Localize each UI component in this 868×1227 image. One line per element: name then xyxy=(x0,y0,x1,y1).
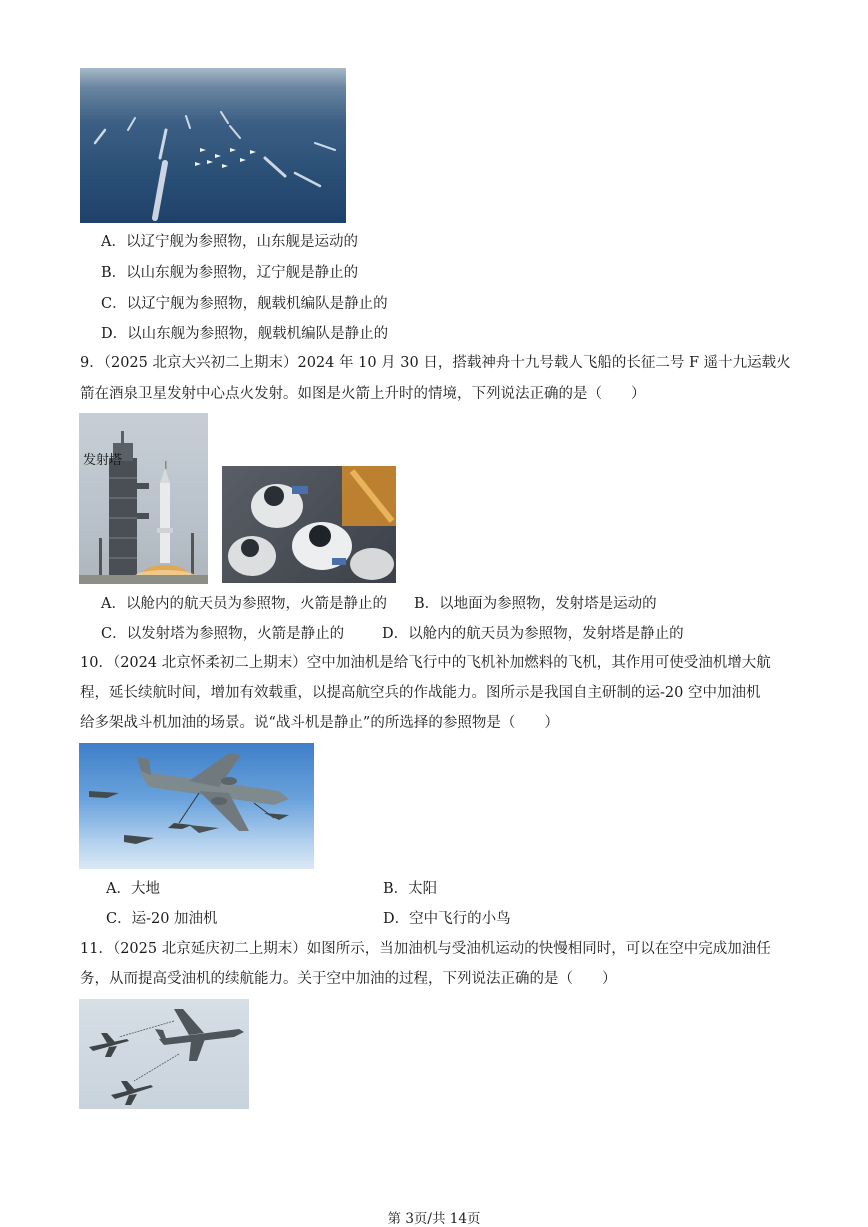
tower-label: 发射塔 xyxy=(83,453,123,468)
q10-option-d: D．空中飞行的小鸟 xyxy=(383,911,511,927)
q9-option-c: C．以发射塔为参照物，火箭是静止的 xyxy=(101,626,345,642)
y20-refueling-photo xyxy=(79,743,314,869)
tanker-refueling-illustration xyxy=(79,999,249,1109)
q9-option-b: B．以地面为参照物，发射塔是运动的 xyxy=(414,596,657,612)
launch-tower-photo xyxy=(79,413,208,584)
q9-option-d: D．以舱内的航天员为参照物，发射塔是静止的 xyxy=(382,626,684,642)
fleet-illustration xyxy=(80,68,346,223)
q8-option-c: C．以辽宁舰为参照物，舰载机编队是静止的 xyxy=(101,296,388,312)
q9-option-a: A．以舱内的航天员为参照物，火箭是静止的 xyxy=(101,596,387,612)
tanker-refueling-photo xyxy=(79,999,249,1109)
q11-stem-line2: 务，从而提高受油机的续航能力。关于空中加油的过程，下列说法正确的是（ ） xyxy=(80,971,617,987)
astronauts-photo xyxy=(222,466,396,583)
q8-option-d: D．以山东舰为参照物，舰载机编队是静止的 xyxy=(101,326,389,342)
q10-stem-line3: 给多架战斗机加油的场景。说“战斗机是静止”的所选择的参照物是（ ） xyxy=(80,715,559,731)
q9-stem-line2: 箭在酒泉卫星发射中心点火发射。如图是火箭上升时的情境，下列说法正确的是（ ） xyxy=(80,386,646,402)
q10-option-b: B．太阳 xyxy=(383,881,438,897)
y20-refueling-illustration xyxy=(79,743,314,869)
launch-tower-illustration xyxy=(79,413,208,584)
q9-stem-line1: 9．（2025 北京大兴初二上期末）2024 年 10 月 30 日，搭载神舟十九号载人飞船的长征二号 F 遥十九运载火 xyxy=(80,355,791,371)
fleet-photo xyxy=(80,68,346,223)
page-footer: 第 3页/共 14页 xyxy=(387,1211,481,1227)
astronauts-illustration xyxy=(222,466,396,583)
q11-stem-line1: 11．（2025 北京延庆初二上期末）如图所示，当加油机与受油机运动的快慢相同时，可以在空中完成加油任 xyxy=(80,941,771,957)
q8-option-b: B．以山东舰为参照物，辽宁舰是静止的 xyxy=(101,265,359,281)
q10-stem-line2: 程，延长续航时间，增加有效载重，以提高航空兵的作战能力。图所示是我国自主研制的运-20 空中加油机 xyxy=(80,685,761,701)
q8-option-a: A．以辽宁舰为参照物，山东舰是运动的 xyxy=(101,234,358,250)
q10-option-a: A．大地 xyxy=(106,881,160,897)
q10-option-c: C．运-20 加油机 xyxy=(106,911,218,927)
q10-stem-line1: 10．（2024 北京怀柔初二上期末）空中加油机是给飞行中的飞机补加燃料的飞机，其作用可使受油机增大航 xyxy=(80,655,771,671)
